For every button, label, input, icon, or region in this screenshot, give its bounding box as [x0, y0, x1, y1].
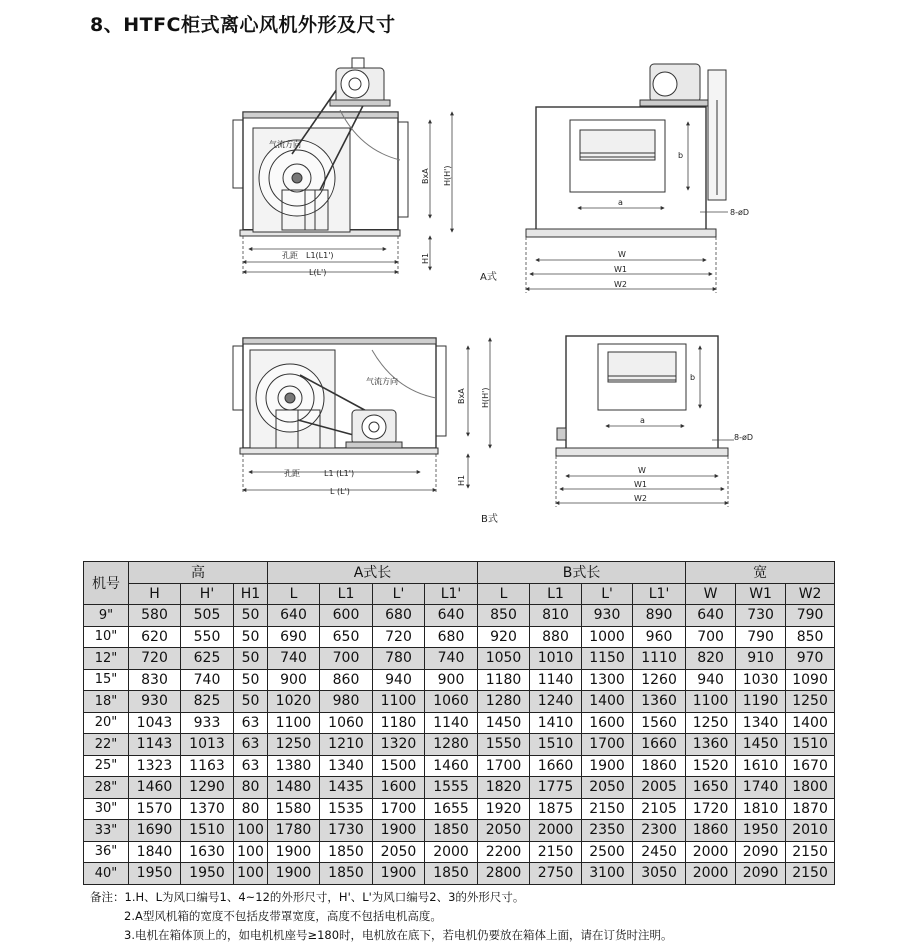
table-row	[84, 605, 835, 627]
value-cell: 1950	[181, 863, 234, 885]
value-cell: 1840	[129, 841, 181, 863]
subheader-cell: H	[129, 583, 181, 605]
subheader-cell: L1	[530, 583, 582, 605]
value-cell: 2010	[786, 820, 835, 842]
value-cell: 940	[686, 669, 736, 691]
note-1: 备注：1.H、L为风口编号1、4~12的外形尺寸，H'、L'为风口编号2、3的外形尺寸。	[90, 890, 525, 904]
value-cell: 1900	[582, 755, 633, 777]
value-cell: 890	[633, 605, 686, 627]
value-cell: 1920	[478, 798, 530, 820]
subheader-cell: L'	[373, 583, 425, 605]
value-cell: 3100	[582, 863, 633, 885]
value-cell: 1180	[373, 712, 425, 734]
notes	[90, 888, 673, 945]
value-cell: 1340	[736, 712, 786, 734]
value-cell: 810	[530, 605, 582, 627]
value-cell: 2150	[582, 798, 633, 820]
value-cell: 1555	[425, 777, 478, 799]
value-cell: 620	[129, 626, 181, 648]
value-cell: 50	[234, 605, 268, 627]
value-cell: 1100	[686, 691, 736, 713]
value-cell: 1400	[786, 712, 835, 734]
spec-table	[83, 561, 835, 885]
value-cell: 2105	[633, 798, 686, 820]
value-cell: 790	[786, 605, 835, 627]
a-dim-w2: W2	[614, 280, 627, 289]
a-airflow-label: 气流方向	[269, 140, 301, 149]
table-body	[84, 605, 835, 885]
a-dim-w1: W1	[614, 265, 627, 274]
b-style-caption: B式	[481, 514, 498, 525]
a-dim-holes: 8-øD	[730, 208, 750, 217]
b-dim-h: H(H')	[481, 387, 490, 408]
value-cell: 900	[425, 669, 478, 691]
b-dim-l1: L1 (L1')	[324, 469, 355, 478]
b-hole-pitch: 孔距	[284, 469, 300, 478]
model-cell: 10"	[84, 626, 129, 648]
value-cell: 2050	[478, 820, 530, 842]
model-cell: 25"	[84, 755, 129, 777]
value-cell: 1163	[181, 755, 234, 777]
b-front-view	[556, 336, 728, 456]
value-cell: 1870	[786, 798, 835, 820]
value-cell: 2450	[633, 841, 686, 863]
value-cell: 1950	[129, 863, 181, 885]
value-cell: 1090	[786, 669, 835, 691]
value-cell: 860	[320, 669, 373, 691]
b-dim-h1: H1	[457, 474, 466, 486]
value-cell: 730	[736, 605, 786, 627]
value-cell: 1280	[478, 691, 530, 713]
note-2: 2.A型风机箱的宽度不包括皮带罩宽度，高度不包括电机高度。	[124, 909, 442, 923]
value-cell: 1655	[425, 798, 478, 820]
value-cell: 1670	[786, 755, 835, 777]
a-side-view	[233, 58, 408, 236]
value-cell: 1650	[686, 777, 736, 799]
table-row	[84, 712, 835, 734]
value-cell: 1410	[530, 712, 582, 734]
value-cell: 980	[320, 691, 373, 713]
value-cell: 880	[530, 626, 582, 648]
value-cell: 1860	[633, 755, 686, 777]
value-cell: 1060	[320, 712, 373, 734]
value-cell: 1450	[736, 734, 786, 756]
value-cell: 1850	[320, 863, 373, 885]
value-cell: 930	[582, 605, 633, 627]
value-cell: 1140	[530, 669, 582, 691]
value-cell: 1340	[320, 755, 373, 777]
subheader-cell: L1	[320, 583, 373, 605]
header-a-length-group: A式长	[268, 562, 478, 584]
table-row	[84, 648, 835, 670]
model-cell: 30"	[84, 798, 129, 820]
value-cell: 1250	[268, 734, 320, 756]
value-cell: 2050	[373, 841, 425, 863]
value-cell: 1000	[582, 626, 633, 648]
value-cell: 50	[234, 626, 268, 648]
a-front-view	[526, 64, 726, 237]
value-cell: 1360	[686, 734, 736, 756]
value-cell: 1580	[268, 798, 320, 820]
model-cell: 36"	[84, 841, 129, 863]
value-cell: 960	[633, 626, 686, 648]
value-cell: 63	[234, 712, 268, 734]
table-row	[84, 841, 835, 863]
value-cell: 1060	[425, 691, 478, 713]
value-cell: 680	[373, 605, 425, 627]
value-cell: 1300	[582, 669, 633, 691]
subheader-cell: L1'	[633, 583, 686, 605]
value-cell: 780	[373, 648, 425, 670]
table-row	[84, 755, 835, 777]
value-cell: 1250	[686, 712, 736, 734]
a-dim-w: W	[618, 250, 626, 259]
b-side-view	[233, 338, 446, 454]
value-cell: 1290	[181, 777, 234, 799]
a-style-caption: A式	[480, 272, 497, 283]
value-cell: 1700	[478, 755, 530, 777]
value-cell: 1460	[129, 777, 181, 799]
model-cell: 12"	[84, 648, 129, 670]
subheader-cell: L'	[582, 583, 633, 605]
value-cell: 2350	[582, 820, 633, 842]
value-cell: 580	[129, 605, 181, 627]
value-cell: 820	[686, 648, 736, 670]
value-cell: 1950	[736, 820, 786, 842]
value-cell: 1435	[320, 777, 373, 799]
value-cell: 1013	[181, 734, 234, 756]
table-row	[84, 626, 835, 648]
value-cell: 970	[786, 648, 835, 670]
value-cell: 1510	[530, 734, 582, 756]
value-cell: 1180	[478, 669, 530, 691]
value-cell: 720	[373, 626, 425, 648]
b-dim-w: W	[638, 466, 646, 475]
value-cell: 1370	[181, 798, 234, 820]
value-cell: 1820	[478, 777, 530, 799]
value-cell: 1700	[582, 734, 633, 756]
value-cell: 1660	[633, 734, 686, 756]
value-cell: 740	[181, 669, 234, 691]
value-cell: 1860	[686, 820, 736, 842]
value-cell: 700	[686, 626, 736, 648]
value-cell: 2000	[530, 820, 582, 842]
a-dim-b: b	[678, 151, 684, 160]
value-cell: 1030	[736, 669, 786, 691]
value-cell: 1140	[425, 712, 478, 734]
value-cell: 1240	[530, 691, 582, 713]
subheader-cell: W2	[786, 583, 835, 605]
value-cell: 2000	[425, 841, 478, 863]
value-cell: 1143	[129, 734, 181, 756]
value-cell: 910	[736, 648, 786, 670]
model-cell: 9"	[84, 605, 129, 627]
header-b-length-group: B式长	[478, 562, 686, 584]
table-row	[84, 734, 835, 756]
value-cell: 1690	[129, 820, 181, 842]
b-dim-b: b	[690, 373, 696, 382]
value-cell: 1450	[478, 712, 530, 734]
value-cell: 1900	[268, 841, 320, 863]
value-cell: 640	[425, 605, 478, 627]
value-cell: 680	[425, 626, 478, 648]
value-cell: 1260	[633, 669, 686, 691]
value-cell: 830	[129, 669, 181, 691]
b-dim-w1: W1	[634, 480, 647, 489]
value-cell: 1850	[425, 820, 478, 842]
header-width-group: 宽	[686, 562, 835, 584]
value-cell: 930	[129, 691, 181, 713]
value-cell: 1740	[736, 777, 786, 799]
table-row	[84, 820, 835, 842]
value-cell: 650	[320, 626, 373, 648]
header-model: 机号	[84, 562, 129, 605]
value-cell: 1360	[633, 691, 686, 713]
value-cell: 1700	[373, 798, 425, 820]
value-cell: 1460	[425, 755, 478, 777]
table-row	[84, 691, 835, 713]
subheader-cell: H1	[234, 583, 268, 605]
value-cell: 1010	[530, 648, 582, 670]
value-cell: 690	[268, 626, 320, 648]
a-hole-pitch: 孔距	[282, 251, 298, 260]
value-cell: 1600	[373, 777, 425, 799]
value-cell: 825	[181, 691, 234, 713]
value-cell: 1100	[373, 691, 425, 713]
value-cell: 1043	[129, 712, 181, 734]
value-cell: 1660	[530, 755, 582, 777]
value-cell: 1510	[786, 734, 835, 756]
b-dim-w2: W2	[634, 494, 647, 503]
value-cell: 720	[129, 648, 181, 670]
subheader-cell: L1'	[425, 583, 478, 605]
value-cell: 940	[373, 669, 425, 691]
value-cell: 1900	[373, 820, 425, 842]
value-cell: 1320	[373, 734, 425, 756]
page-title: 8、HTFC柜式离心风机外形及尺寸	[90, 14, 396, 36]
value-cell: 80	[234, 798, 268, 820]
subheader-cell: W1	[736, 583, 786, 605]
model-cell: 15"	[84, 669, 129, 691]
value-cell: 1800	[786, 777, 835, 799]
value-cell: 1600	[582, 712, 633, 734]
value-cell: 740	[268, 648, 320, 670]
value-cell: 1520	[686, 755, 736, 777]
model-cell: 18"	[84, 691, 129, 713]
table-subheader-row	[84, 583, 835, 605]
value-cell: 63	[234, 734, 268, 756]
b-dim-bxa: BxA	[457, 388, 466, 404]
value-cell: 2200	[478, 841, 530, 863]
value-cell: 740	[425, 648, 478, 670]
table-header-row	[84, 562, 835, 584]
value-cell: 640	[268, 605, 320, 627]
value-cell: 1610	[736, 755, 786, 777]
value-cell: 625	[181, 648, 234, 670]
value-cell: 700	[320, 648, 373, 670]
value-cell: 1900	[268, 863, 320, 885]
value-cell: 1560	[633, 712, 686, 734]
value-cell: 63	[234, 755, 268, 777]
value-cell: 1500	[373, 755, 425, 777]
value-cell: 1210	[320, 734, 373, 756]
model-cell: 40"	[84, 863, 129, 885]
a-dim-l: L(L')	[309, 268, 327, 277]
value-cell: 1020	[268, 691, 320, 713]
value-cell: 2150	[786, 863, 835, 885]
a-dim-a: a	[618, 198, 623, 207]
value-cell: 1380	[268, 755, 320, 777]
value-cell: 1730	[320, 820, 373, 842]
value-cell: 1570	[129, 798, 181, 820]
b-dim-l: L (L')	[330, 487, 350, 496]
value-cell: 850	[786, 626, 835, 648]
b-airflow-label: 气流方向	[366, 377, 398, 386]
subheader-cell: W	[686, 583, 736, 605]
value-cell: 600	[320, 605, 373, 627]
value-cell: 505	[181, 605, 234, 627]
value-cell: 1110	[633, 648, 686, 670]
value-cell: 2050	[582, 777, 633, 799]
value-cell: 2750	[530, 863, 582, 885]
subheader-cell: H'	[181, 583, 234, 605]
value-cell: 550	[181, 626, 234, 648]
b-dim-a: a	[640, 416, 645, 425]
a-dim-h: H(H')	[443, 165, 452, 186]
a-dim-h1: H1	[421, 252, 430, 264]
value-cell: 2500	[582, 841, 633, 863]
a-dim-bxa: BxA	[421, 168, 430, 184]
value-cell: 2000	[686, 841, 736, 863]
value-cell: 100	[234, 841, 268, 863]
value-cell: 100	[234, 820, 268, 842]
value-cell: 1875	[530, 798, 582, 820]
value-cell: 100	[234, 863, 268, 885]
value-cell: 1550	[478, 734, 530, 756]
value-cell: 1280	[425, 734, 478, 756]
value-cell: 1780	[268, 820, 320, 842]
model-cell: 22"	[84, 734, 129, 756]
value-cell: 3050	[633, 863, 686, 885]
subheader-cell: L	[478, 583, 530, 605]
value-cell: 1150	[582, 648, 633, 670]
b-dim-holes: 8-øD	[734, 433, 754, 442]
value-cell: 900	[268, 669, 320, 691]
table-row	[84, 798, 835, 820]
value-cell: 2150	[530, 841, 582, 863]
value-cell: 80	[234, 777, 268, 799]
header-height-group: 高	[129, 562, 268, 584]
value-cell: 50	[234, 669, 268, 691]
value-cell: 640	[686, 605, 736, 627]
table-row	[84, 777, 835, 799]
value-cell: 1720	[686, 798, 736, 820]
value-cell: 1900	[373, 863, 425, 885]
value-cell: 2005	[633, 777, 686, 799]
model-cell: 33"	[84, 820, 129, 842]
value-cell: 2150	[786, 841, 835, 863]
table-row	[84, 669, 835, 691]
value-cell: 1850	[320, 841, 373, 863]
a-dim-l1: L1(L1')	[306, 251, 334, 260]
value-cell: 1100	[268, 712, 320, 734]
value-cell: 1510	[181, 820, 234, 842]
value-cell: 1050	[478, 648, 530, 670]
value-cell: 920	[478, 626, 530, 648]
value-cell: 1850	[425, 863, 478, 885]
value-cell: 2000	[686, 863, 736, 885]
value-cell: 1250	[786, 691, 835, 713]
value-cell: 2090	[736, 863, 786, 885]
value-cell: 1775	[530, 777, 582, 799]
value-cell: 933	[181, 712, 234, 734]
subheader-cell: L	[268, 583, 320, 605]
value-cell: 1630	[181, 841, 234, 863]
value-cell: 50	[234, 648, 268, 670]
value-cell: 2300	[633, 820, 686, 842]
value-cell: 1535	[320, 798, 373, 820]
table-row	[84, 863, 835, 885]
value-cell: 50	[234, 691, 268, 713]
value-cell: 2090	[736, 841, 786, 863]
model-cell: 28"	[84, 777, 129, 799]
value-cell: 2800	[478, 863, 530, 885]
value-cell: 1480	[268, 777, 320, 799]
value-cell: 790	[736, 626, 786, 648]
value-cell: 1810	[736, 798, 786, 820]
model-cell: 20"	[84, 712, 129, 734]
note-3: 3.电机在箱体顶上的，如电机机座号≥180时，电机放在底下，若电机仍要放在箱体上面，请在订货时注明。	[124, 928, 673, 942]
value-cell: 1190	[736, 691, 786, 713]
value-cell: 850	[478, 605, 530, 627]
value-cell: 1400	[582, 691, 633, 713]
value-cell: 1323	[129, 755, 181, 777]
